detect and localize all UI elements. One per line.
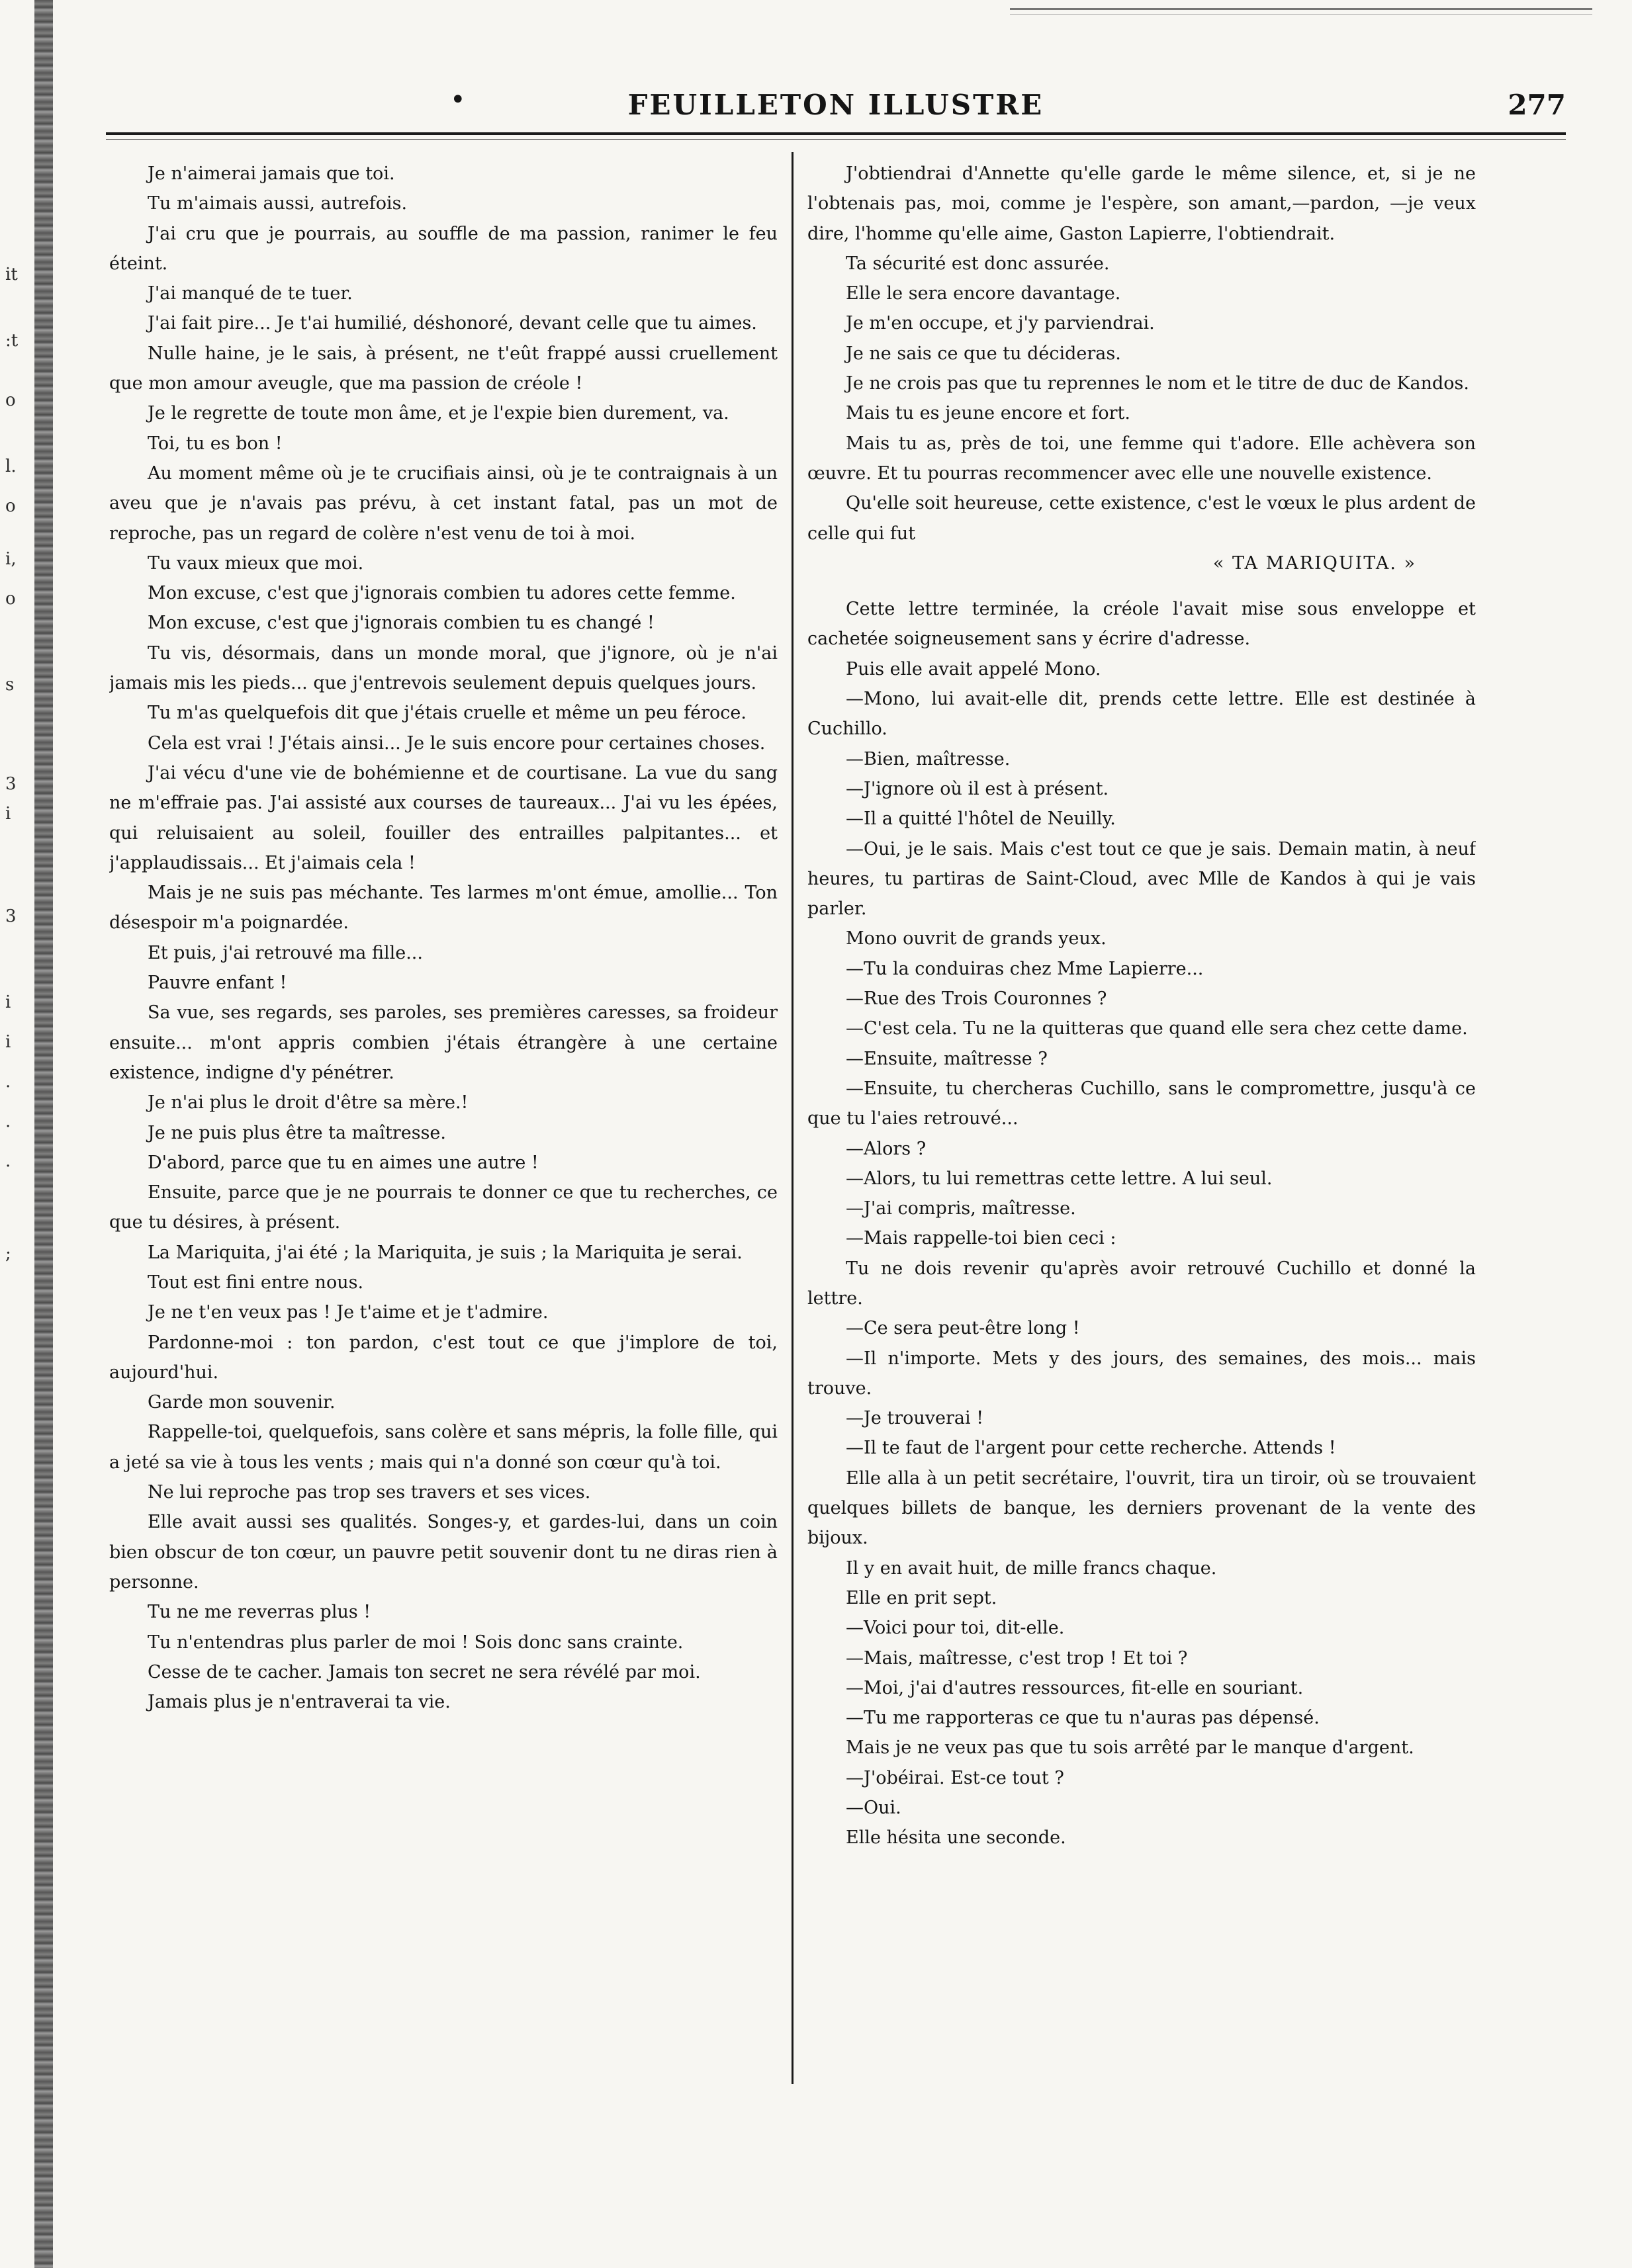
paragraph: Je ne sais ce que tu décideras. [846,343,1121,364]
paragraph: —Tu la conduiras chez Mme Lapierre... [846,958,1204,979]
paragraph: Cette lettre terminée, la créole l'avait mise sous enveloppe et cachetée soigneusement sans y écrire d'adresse. [807,599,1476,650]
paragraph: Cesse de te cacher. Jamais ton secret ne sera révélé par moi. [148,1661,701,1682]
paragraph: Je n'ai plus le droit d'être sa mère.! [148,1092,469,1113]
margin-marks [0,0,33,2268]
paragraph: Mais tu es jeune encore et fort. [846,403,1130,424]
margin-mark: ; [5,1244,11,1264]
margin-mark: :t [5,331,19,351]
paragraph: Rappelle-toi, quelquefois, sans colère et sans mépris, la folle fille, qui a jeté sa vie à tous les vents ; mais qui n'a donné son cœur qu'à toi. [109,1422,778,1473]
paragraph: —Oui. [846,1798,901,1819]
paragraph: —Bien, maîtresse. [846,748,1011,769]
left-column [109,159,778,2111]
margin-mark: . [5,1151,11,1171]
paragraph: Je ne puis plus être ta maîtresse. [148,1122,446,1143]
paragraph: —Je trouverai ! [846,1408,984,1429]
paragraph: Nulle haine, je le sais, à présent, ne t'eût frappé aussi cruellement que mon amour aveugle, que ma passion de créole ! [109,343,778,394]
paragraph: Au moment même où je te crucifiais ainsi, où je te contraignais à un aveu que je n'avais pas prévu, à cet instant fatal, pas un mot de reproche, pas un regard de colère n'est venu de toi à moi. [109,462,778,544]
paragraph: Et puis, j'ai retrouvé ma fille... [148,942,423,963]
paragraph: —Il te faut de l'argent pour cette recherche. Attends ! [846,1438,1336,1459]
paragraph: Sa vue, ses regards, ses paroles, ses premières caresses, sa froideur ensuite... m'ont appris combien j'étais étrangère à une certaine existence, indigne d'y pénétrer. [109,1002,778,1083]
top-edge-scratch [1010,8,1592,15]
paragraph: Je n'aimerai jamais que toi. [148,163,395,184]
paragraph: Mais je ne suis pas méchante. Tes larmes m'ont émue, amollie... Ton désespoir m'a poignardée. [109,883,778,934]
paragraph: —Ce sera peut-être long ! [846,1318,1080,1339]
margin-mark: i [5,1032,11,1052]
paragraph: —Alors ? [846,1138,927,1159]
paragraph: —Ensuite, maîtresse ? [846,1048,1048,1069]
paragraph: Puis elle avait appelé Mono. [846,658,1101,679]
margin-mark: i [5,992,11,1012]
paragraph: —Il n'importe. Mets y des jours, des semaines, des mois... mais trouve. [807,1348,1476,1399]
paragraph: —J'obéirai. Est-ce tout ? [846,1767,1064,1788]
paragraph: J'ai manqué de te tuer. [148,283,353,304]
paragraph: Cela est vrai ! J'étais ainsi... Je le suis encore pour certaines choses. [148,732,766,754]
paragraph: —Mais rappelle-toi bien ceci : [846,1228,1116,1249]
page-header [106,85,1566,124]
paragraph: Mon excuse, c'est que j'ignorais combien tu adores cette femme. [148,583,736,604]
paragraph: Ensuite, parce que je ne pourrais te donner ce que tu recherches, ce que tu désires, à présent. [109,1182,778,1233]
right-column [807,159,1476,2111]
paragraph: Elle avait aussi ses qualités. Songes-y, et gardes-lui, dans un coin bien obscur de ton cœur, un pauvre petit souvenir dont tu ne diras rien à personne. [109,1512,778,1592]
paragraph: Elle alla à un petit secrétaire, l'ouvrit, tira un tiroir, où se trouvaient quelques billets de banque, les derniers provenant de la vente des bijoux. [807,1467,1476,1549]
paragraph: Tu vis, désormais, dans un monde moral, que j'ignore, où je n'ai jamais mis les pieds... que j'entrevois seulement depuis quelques jours. [109,642,778,694]
paragraph: Elle en prit sept. [846,1587,997,1608]
paragraph: Qu'elle soit heureuse, cette existence, c'est le vœux le plus ardent de celle qui fut [807,493,1476,544]
paragraph: Tu ne me reverras plus ! [148,1602,371,1623]
margin-mark: 3 [5,906,17,926]
running-title: FEUILLETON ILLUSTRE [627,89,1044,121]
paragraph: Mon excuse, c'est que j'ignorais combien tu es changé ! [148,613,655,634]
paragraph: Elle le sera encore davantage. [846,283,1121,304]
page-binding-edge [34,0,53,2268]
paragraph: Toi, tu es bon ! [148,433,283,454]
margin-mark: o [5,589,16,609]
paragraph: —Oui, je le sais. Mais c'est tout ce que je sais. Demain matin, à neuf heures, tu partiras de Saint-Cloud, avec Mlle de Kandos à qui je vais parler. [807,838,1476,920]
paragraph: Elle hésita une seconde. [846,1827,1066,1849]
paragraph: Tu m'as quelquefois dit que j'étais cruelle et même un peu féroce. [148,703,747,724]
paragraph: Il y en avait huit, de mille francs chaque. [846,1557,1217,1579]
paragraph: Je ne t'en veux pas ! Je t'aime et je t'admire. [148,1302,549,1323]
margin-mark: i, [5,549,17,569]
paragraph: La Mariquita, j'ai été ; la Mariquita, je suis ; la Mariquita je serai. [148,1242,743,1263]
margin-mark: . [5,1072,11,1092]
paragraph: —Voici pour toi, dit-elle. [846,1618,1065,1639]
paragraph: Mais je ne veux pas que tu sois arrêté par le manque d'argent. [846,1737,1414,1759]
paragraph: Ne lui reproche pas trop ses travers et ses vices. [148,1482,591,1503]
paragraph: —J'ai compris, maîtresse. [846,1198,1076,1219]
header-dot: • [450,85,466,115]
margin-mark: l. [5,457,17,476]
paragraph: —C'est cela. Tu ne la quitteras que quand elle sera chez cette dame. [846,1018,1468,1039]
paragraph: Garde mon souvenir. [148,1392,336,1413]
letter-signature: « TA MARIQUITA. » [1212,552,1416,574]
header-rule [106,132,1566,135]
paragraph: —Mono, lui avait-elle dit, prends cette lettre. Elle est destinée à Cuchillo. [807,689,1476,740]
paragraph: Jamais plus je n'entraverai ta vie. [148,1692,451,1713]
paragraph: Tout est fini entre nous. [148,1272,364,1293]
margin-mark: o [5,390,16,410]
paragraph: Je m'en occupe, et j'y parviendrai. [846,313,1155,334]
margin-mark: s [5,675,15,695]
paragraph: Pauvre enfant ! [148,973,287,994]
header-rule-thin [106,139,1566,140]
column-divider [792,152,793,2084]
paragraph: Pardonne-moi : ton pardon, c'est tout ce que j'implore de toi, aujourd'hui. [109,1332,778,1383]
paragraph: J'ai cru que je pourrais, au souffle de ma passion, ranimer le feu éteint. [109,223,778,274]
paragraph: Ta sécurité est donc assurée. [846,253,1110,274]
paragraph: D'abord, parce que tu en aimes une autre ! [148,1152,539,1173]
paragraph: —Il a quitté l'hôtel de Neuilly. [846,808,1116,830]
paragraph: Tu vaux mieux que moi. [148,552,364,574]
paragraph: J'ai vécu d'une vie de bohémienne et de courtisane. La vue du sang ne m'effraie pas. J'ai assisté aux courses de taureaux... J'ai vu les épées, qui reluisaient au soleil, fouiller des entrailles palpitantes... et j'applaudissais... Et j'aimais cela ! [109,762,778,873]
margin-mark: o [5,496,16,516]
paragraph: —Moi, j'ai d'autres ressources, fit-elle en souriant. [846,1677,1304,1698]
paragraph: Tu ne dois revenir qu'après avoir retrouvé Cuchillo et donné la lettre. [807,1258,1476,1309]
margin-mark: . [5,1112,11,1131]
margin-mark: 3 [5,774,17,794]
paragraph: J'ai fait pire... Je t'ai humilié, déshonoré, devant celle que tu aimes. [148,313,757,334]
paragraph: —Rue des Trois Couronnes ? [846,988,1107,1010]
paragraph: J'obtiendrai d'Annette qu'elle garde le même silence, et, si je ne l'obtenais pas, moi, comme je l'espère, son amant,—pardon, —je veux dire, l'homme qu'elle aime, Gaston Lapierre, l'obtiendrait. [807,163,1476,244]
paragraph: Mono ouvrit de grands yeux. [846,928,1107,949]
paragraph: —Alors, tu lui remettras cette lettre. A lui seul. [846,1168,1273,1189]
margin-mark: it [5,265,18,284]
page-number: 277 [1508,89,1566,121]
paragraph: Je ne crois pas que tu reprennes le nom et le titre de duc de Kandos. [846,373,1469,394]
paragraph: Mais tu as, près de toi, une femme qui t'adore. Elle achèvera son œuvre. Et tu pourras recommencer avec elle une nouvelle existence. [807,433,1476,484]
paragraph: Tu m'aimais aussi, autrefois. [148,193,408,214]
paragraph: —J'ignore où il est à présent. [846,778,1109,799]
paragraph: —Ensuite, tu chercheras Cuchillo, sans le compromettre, jusqu'à ce que tu l'aies retrouvé... [807,1078,1476,1129]
margin-mark: i [5,804,11,824]
paragraph: Tu n'entendras plus parler de moi ! Sois donc sans crainte. [148,1632,684,1653]
paragraph: —Tu me rapporteras ce que tu n'auras pas dépensé. [846,1708,1320,1729]
paragraph: Je le regrette de toute mon âme, et je l'expie bien durement, va. [148,403,729,424]
paragraph: —Mais, maîtresse, c'est trop ! Et toi ? [846,1647,1188,1669]
